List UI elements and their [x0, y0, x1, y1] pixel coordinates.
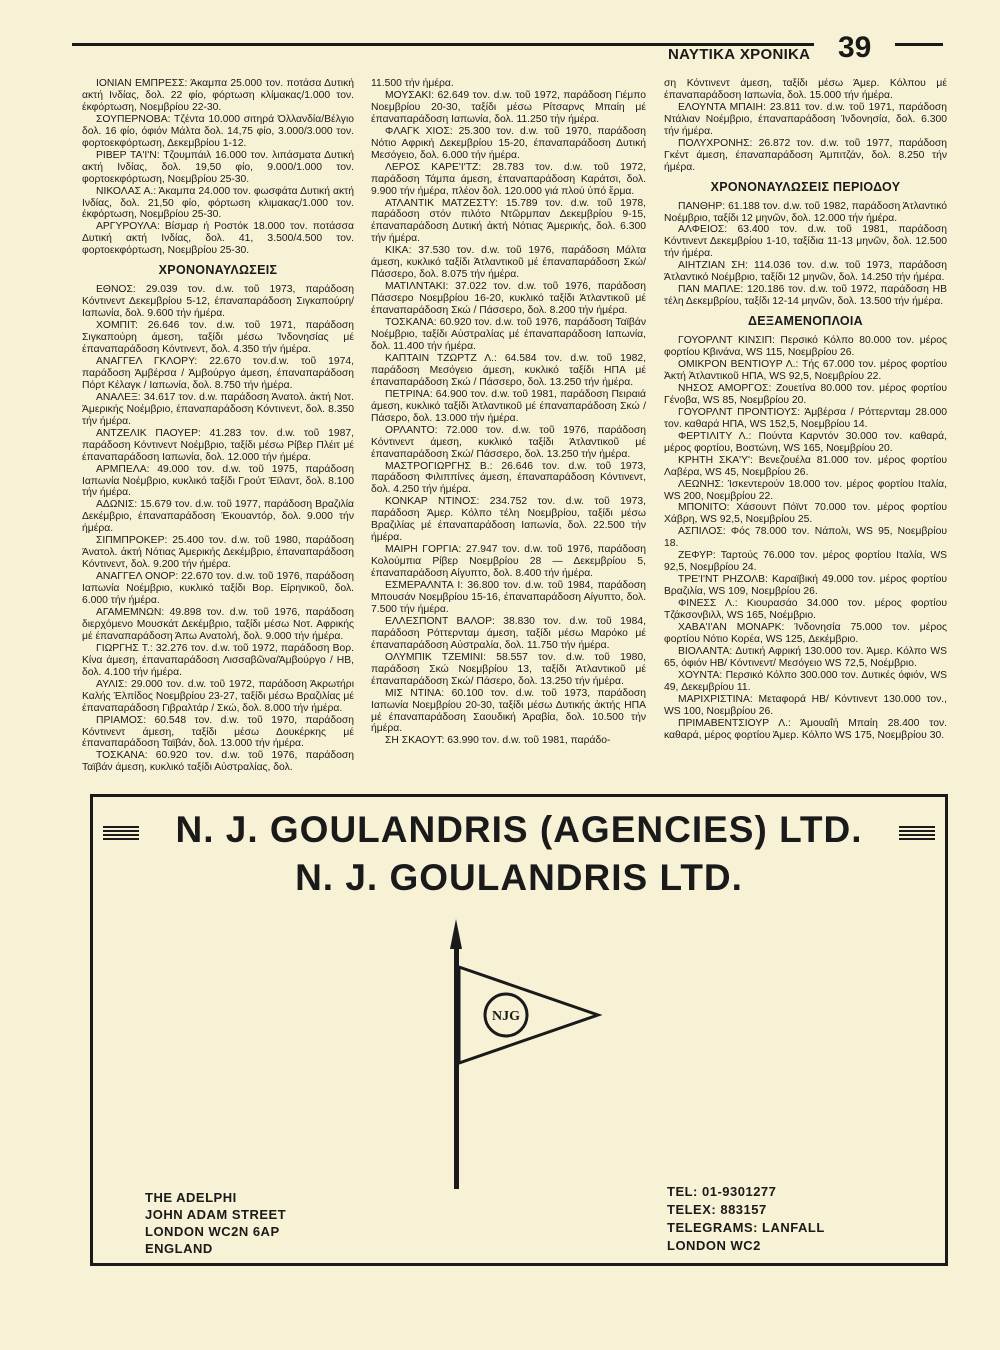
column-2	[371, 78, 646, 747]
charter-entry: ΦΛΑΓΚ ΧΙΟΣ: 25.300 τον. d.w. τοῦ 1970, παράδοση Νότιο Αφρική Δεκεμβρίου 15-20, έπαναπαράδοση Δυτική Μεσόγειο, δολ. 6.000 τήν ήμέρα.	[371, 125, 646, 161]
pennant-flag-logo	[438, 919, 608, 1194]
page-number: 39	[838, 31, 872, 64]
charter-entry: ΤΟΣΚΑΝΑ: 60.920 τον. d.w. τοῦ 1976, παράδοση Ταϊβάν άμεση, κυκλικό ταξίδι Αὐστραλίας, δολ.	[82, 750, 354, 774]
charter-entry: ΠΟΛΥΧΡΟΝΗΣ: 26.872 τον. d.w. τοῦ 1977, παράδοση Γκέντ άμεση, έπαναπαράδοση Άμπιτζάν, δολ. 8.250 τήν ήμέρα.	[664, 137, 947, 173]
charter-entry: ΕΛΛΕΣΠΟΝΤ ΒΑΛΟΡ: 38.830 τον. d.w. τοῦ 1984, παράδοση Ρόττερνταμ άμεση, ταξίδι μέσω Μαρόκο μέ έπαναπαράδοση Αὐστραλία, δολ. 11.750 τήν ήμέρα.	[371, 615, 646, 651]
charter-entry: ΑΝΑΓΓΕΛ ΟΝΟΡ: 22.670 τον. d.w. τοῦ 1976, παράδοση Ιαπωνία Νοέμβριο, κυκλικό ταξίδι Βορ. Είρηνικοῦ, δολ. 6.000 τήν ήμέρα.	[82, 571, 354, 607]
charter-entry: ΑΝΑΛΕΞ: 34.617 τον. d.w. παράδοση Άνατολ. ἀκτή Νοτ. Άμερικής Νοέμβριο, έπαναπαράδοση Κόντινεντ, δολ. 8.350 τήν ήμέρα.	[82, 391, 354, 427]
charter-entry: ΧΟΥΝΤΑ: Περσικό Κόλπο 300.000 τον. Δυτικές όφιόν, WS 49, Δεκεμβρίου 11.	[664, 669, 947, 693]
charter-entry: ΦΕΡΤΙΛΙΤΥ Λ.: Πούντα Καρντόν 30.000 τον. καθαρά, μέρος φορτίου, Βοστώνη, WS 165, Νοεμβρίου 20.	[664, 430, 947, 454]
charter-entry: ΜΑΡΙΧΡΙΣΤΙΝΑ: Μεταφορά ΗΒ/ Κόντινεντ 130.000 τον., WS 100, Νοεμβρίου 26.	[664, 693, 947, 717]
charter-entry: ΕΣΜΕΡΑΛΝΤΑ Ι: 36.800 τον. d.w. τοῦ 1984, παράδοση Μπουσάν Νοεμβρίου 15-16, έπαναπαράδοση Αίγυπτο, δολ. 7.500 τήν ήμέρα.	[371, 580, 646, 615]
company-name-agencies: N. J. GOULANDRIS (AGENCIES) LTD.	[175, 809, 863, 850]
charter-entry: ΧΟΜΠΙΤ: 26.646 τον. d.w. τοῦ 1971, παράδοση Σιγκαπούρη άμεση, ταξίδι μέσω Ίνδονησίας μέ έπαναπαράδοση Κόντινεντ, δολ. 4.350 τήν ήμέρα.	[82, 320, 354, 356]
charter-entry: ΖΕΦΥΡ: Ταρτούς 76.000 τον. μέρος φορτίου Ιταλία, WS 92,5, Νοεμβρίου 24.	[664, 550, 947, 574]
charter-entry: ΠΡΙΜΑΒΕΝΤΣΙΟΥΡ Λ.: Άμουαΐή Μπαίη 28.400 τον. καθαρά, μέρος φορτίου Άμερ. Κόλπο WS 175, Νοεμβρίου 30.	[664, 717, 947, 741]
column-1	[82, 78, 354, 774]
company-name-ltd: N. J. GOULANDRIS LTD.	[295, 857, 743, 898]
charter-entry: ΚΑΠΤΑΙΝ ΤΖΩΡΤΖ Λ.: 64.584 τον. d.w. τοῦ 1982, παράδοση Μεσόγειο άμεση, κυκλικό ταξίδι ΗΠΑ μέ έπαναπαράδοση Σκώ / Πάσσερο, δολ. 13.250 τήν ήμέρα.	[371, 352, 646, 388]
charter-entry: ΠΕΤΡΙΝΑ: 64.900 τον. d.w. τοῦ 1981, παράδοση Πειραιά άμεση, κυκλικό ταξίδι Ἀτλαντικοῦ μέ έπαναπαράδοση Σκώ / Πάσερο, δολ. 13.000 τήν ήμέρα.	[371, 388, 646, 424]
charter-entry: ΚΙΚΑ: 37.530 τον. d.w. τοῦ 1976, παράδοση Μάλτα άμεση, κυκλικό ταξίδι Ἀτλαντικοῦ μέ έπαναπαράδοση Σκώ/Πάσσερο, δολ. 8.075 τήν ήμέρα.	[371, 245, 646, 281]
tanker-list	[664, 335, 947, 741]
charter-entry: ΓΙΩΡΓΗΣ Τ.: 32.276 τον. d.w. τοῦ 1972, παράδοση Βορ. Κίνα άμεση, έπαναπαράδοση Λισσαβῶνα/Άμβούργο / ΗΒ, δολ. 4.100 τήν ήμέρα.	[82, 642, 354, 678]
charter-entry: ΠΑΝΘΗΡ: 61.188 τον. d.w. τοῦ 1982, παράδοση Άτλαντικό Νοέμβριο, ταξίδι 12 μηνῶν, δολ. 12.000 τήν ήμέρα.	[664, 200, 947, 224]
charter-entry: ΝΗΣΟΣ ΑΜΟΡΓΟΣ: Ζουετίνα 80.000 τον. μέρος φορτίου Γένοβα, WS 85, Νοεμβρίου 20.	[664, 382, 947, 406]
charter-entry: ΑΝΑΓΓΕΛ ΓΚΛΟΡΥ: 22.670 τον.d.w. τοῦ 1974, παράδοση Άμβέρσα / Άμβούργο άμεση, έπαναπαράδοση Πόρτ Κέλαγκ / Ιαπωνία, δολ. 8.750 τήν ήμέρα.	[82, 355, 354, 391]
address-line: JOHN ADAM STREET	[145, 1207, 287, 1222]
charter-entry: ΜΑΣΤΡΟΓΙΩΡΓΗΣ Β.: 26.646 τον. d.w. τοῦ 1973, παράδοση Φιλιππίνες άμεση, έπαναπαράδοση Κόντινεντ, δολ. 4.250 τήν ήμέρα.	[371, 460, 646, 496]
charter-entry: ΣΙΠΜΠΡΟΚΕΡ: 25.400 τον. d.w. τοῦ 1980, παράδοση Άνατολ. ἀκτή Νότιας Άμερικής Δεκέμβριο, έπαναπαράδοση Κόντινεντ, δολ. 9.200 τήν ήμέρα.	[82, 535, 354, 571]
charter-entry: ΝΙΚΟΛΑΣ Α.: Άκαμπα 24.000 τον. φωσφάτα Δυτική ακτή Ινδίας, δολ. 21,50 φίο, φόρτωση κλιμακας/1.000 τον. έκφόρτωση, Νοεμβρίου 25-30.	[82, 185, 354, 221]
charter-entry: ΛΕΡΟΣ ΚΑΡΕ'Ι'ΤΖ: 28.783 τον. d.w. τοῦ 1972, παράδοση Τάμπα άμεση, έπαναπαράδοση Καράτσι, δολ. 9.900 τήν ήμέρα, πλέον δολ. 120.000 γιά πλού ὑπό ἔρμα.	[371, 161, 646, 197]
pole-finial	[450, 919, 462, 949]
charter-entry: ΑΤΛΑΝΤΙΚ ΜΑΤΖΕΣΤΥ: 15.789 τον. d.w. τοῦ 1978, παράδοση στόν πιλότο Ντῶρμπαν Δεκεμβρίου 9-15, έπαναπαράδοση Δυτική ἀκτή Νότιας Άμερικής, δολ. 6.300 τήν ήμέρα.	[371, 197, 646, 245]
telegrams: TELEGRAMS: LANFALL	[667, 1220, 825, 1235]
address-line: THE ADELPHI	[145, 1190, 237, 1205]
continuation-text: 11.500 τήν ήμέρα.	[371, 78, 454, 89]
charter-entry: ΕΘΝΟΣ: 29.039 τον. d.w. τοῦ 1973, παράδοση Κόντινεντ Δεκεμβρίου 5-12, έπαναπαράδοση Σιγκαπούρη/Ιαπωνία, δολ. 9.600 τήν ήμέρα.	[82, 284, 354, 320]
charter-entry: ΑΙΗΤΖΙΑΝ ΣΗ: 114.036 τον. d.w. τοῦ 1973, παράδοση Άτλαντικό Νοέμβριο, ταξίδι 12 μηνῶν, δολ. 14.250 τήν ήμέρα.	[664, 260, 947, 284]
charter-entry: ΧΑΒΑ'Ι'ΑΝ ΜΟΝΑΡΚ: Ίνδονησία 75.000 τον. μέρος φορτίου Νότιο Κορέα, WS 125, Δεκέμβριο.	[664, 621, 947, 645]
continuation-text: ση Κόντινεντ άμεση, ταξίδι μέσω Άμερ. Κόλπου μέ έπαναπαράδοση Ιαπωνία, δολ. 15.000 τήν ήμέρα.	[664, 78, 947, 101]
charter-entry: ΑΡΓΥΡΟΥΛΑ: Βίσμαρ ή Ροστόκ 18.000 τον. ποτάσσα Δυτική ακτή Ινδίας, δολ. 41, 3.500/4.500 τον. φορτοεκφόρτωση, Νοεμβρίου 25-30.	[82, 221, 354, 257]
telephone: TEL: 01-9301277	[667, 1184, 777, 1199]
time-charters-heading: ΧΡΟΝΟΝΑΥΛΩΣΕΙΣ	[158, 263, 278, 278]
charter-entry: ΣΟΥΠΕΡΝΟΒΑ: Τζέντα 10.000 σιτηρά Όλλανδία/Βέλγιο δολ. 16 φίο, όφιόν Μάλτα δολ. 14,75 φίο, 3.000/3.000 τον. φορτοεκφόρτωση, Δεκεμβρίου 1-12.	[82, 113, 354, 149]
period-charters-heading: ΧΡΟΝΟΝΑΥΛΩΣΕΙΣ ΠΕΡΙΟΔΟΥ	[710, 179, 901, 194]
charter-entry: ΤΡΕ'Ι'ΝΤ ΡΗΖΟΛΒ: Καραϊβική 49.000 τον. μέρος φορτίου Βραζιλία, WS 109, Νοεμβρίου 26.	[664, 574, 947, 598]
tankers-heading: ΔΕΞΑΜΕΝΟΠΛΟΙΑ	[747, 314, 864, 329]
logo-monogram: NJG	[492, 1009, 520, 1024]
charter-entry: ΜΑΤΙΛΝΤΑΚΙ: 37.022 τον. d.w. τοῦ 1976, παράδοση Πάσσερο Νοεμβρίου 16-20, κυκλικό ταξίδι Άτλαντικοῦ μέ έπαναπαράδοση Σκώ / Πάσσερο, δολ. 8.200 τήν ήμέρα.	[371, 281, 646, 317]
period-charter-list	[664, 201, 947, 309]
charter-entry: ΑΥΛΙΣ: 29.000 τον. d.w. τοῦ 1972, παράδοση Άκρωτήρι Καλής Έλπίδος Νοεμβρίου 23-27, ταξίδι μέσω Βραζιλίας μέ έπαναπαράδοση Γιβραλτάρ / Σκώ, δολ. 8.000 τήν ήμέρα.	[82, 678, 354, 714]
charter-entry: ΚΟΝΚΑΡ ΝΤΙΝΟΣ: 234.752 τον. d.w. τοῦ 1973, παράδοση Άμερ. Κόλπο τέλη Νοεμβρίου, ταξίδι μέσω Βραζιλίας μέ έπαναπαράδοση Ιαπωνία, δολ. 22.500 τήν ήμέρα.	[371, 496, 646, 544]
telegrams-location: LONDON WC2	[667, 1238, 761, 1253]
charter-entry: ΠΑΝ ΜΑΠΛΕ: 120.186 τον. d.w. τοῦ 1972, παράδοση ΗΒ τέλη Δεκεμβρίου, ταξίδι 12-14 μηνῶν, δολ. 13.500 τήν ήμέρα.	[664, 284, 947, 308]
charter-entry: ΡΙΒΕΡ ΤΑ'Ι'Ν: Τζουμπάιλ 16.000 τον. λιπάσματα Δυτική ακτή Ινδίας, δολ. 19,50 φίο, 9.000/1.000 τον. φορτοεκφόρτωση, Νοεμβρίου 25-30.	[82, 149, 354, 185]
time-charter-list	[82, 284, 354, 774]
header-rule-right	[895, 43, 943, 46]
column-3	[664, 78, 947, 742]
charter-entry: ΟΡΛΑΝΤΟ: 72.000 τον. d.w. τοῦ 1976, παράδοση Κόντινεντ άμεση, κυκλικό ταξίδι Άτλαντικοῦ μέ έπαναπαράδοση Σκώ/ Πάσσερο, δολ. 13.250 τήν ήμέρα.	[371, 424, 646, 460]
time-charter-list-continued	[371, 90, 646, 747]
telex: TELEX: 883157	[667, 1202, 767, 1217]
charter-entry: ΑΛΦΕΙΟΣ: 63.400 τον. d.w. τοῦ 1981, παράδοση Κόντινεντ Δεκεμβρίου 1-10, ταξίδια 11-13 μηνῶν, δολ. 12.500 τήν ήμέρα.	[664, 224, 947, 260]
voyage-charter-list	[82, 78, 354, 257]
charter-entry: ΣΗ ΣΚΑΟΥΤ: 63.990 τον. d.w. τοῦ 1981, παράδο-	[385, 735, 611, 747]
charter-entry: ΚΡΗΤΗ ΣΚΑ'Υ': Βενεζουέλα 81.000 τον. μέρος φορτίου Λαβέρα, WS 45, Νοεμβρίου 26.	[664, 454, 947, 478]
charter-entry: ΕΛΟΥΝΤΑ ΜΠΑΙΗ: 23.811 τον. d.w. τοῦ 1971, παράδοση Ντάλιαν Νοέμβριο, έπαναπαράδοση Ίνδονησία, δολ. 6.300 τήν ήμέρα.	[664, 101, 947, 137]
charter-entry: ΠΡΙΑΜΟΣ: 60.548 τον. d.w. τοῦ 1970, παράδοση Κόντινεντ άμεση, ταξίδι μέσω Δουκέρκης μέ έπαναπαράδοση Ταϊβάν, δολ. 13.000 τήν ήμέρα.	[82, 714, 354, 750]
charter-entry: ΜΟΥΣΑΚΙ: 62.649 τον. d.w. τοῦ 1972, παράδοση Γιέμπο Νοεμβρίου 20-30, ταξίδι μέσω Ρίτσαρνς Μπαίη μέ έπαναπαράδοση Ιαπωνία, δολ. 11.250 τήν ήμέρα.	[371, 89, 646, 125]
address-block	[145, 1189, 286, 1257]
charter-entry: ΑΣΠΙΛΟΣ: Φός 78.000 τον. Νάπολι, WS 95, Νοεμβρίου 18.	[664, 526, 947, 550]
charter-entry: ΒΙΟΛΑΝΤΑ: Δυτική Αφρική 130.000 τον. Άμερ. Κόλπο WS 65, όφιόν ΗΒ/ Κόντινεντ/ Μεσόγειο WS 72,5, Νοέμβριο.	[664, 645, 947, 669]
charter-entry: ΟΛΥΜΠΙΚ ΤΖΕΜΙΝΙ: 58.557 τον. d.w. τοῦ 1980, παράδοση Σκώ Νοεμβρίου 13, ταξίδι Άτλαντικοῦ μέ έπαναπαράδοση Σκώ/ Πάσερο, δολ. 13.250 τήν ήμέρα.	[371, 651, 646, 687]
charter-entry: ΟΜΙΚΡΟΝ ΒΕΝΤΙΟΥΡ Λ.: Τής 67.000 τον. μέρος φορτίου Ἀκτή Ἀτλαντικοῦ ΗΠΑ, WS 92,5, Νοεμβρίου 22.	[664, 359, 947, 382]
charter-entry: ΤΟΣΚΑΝΑ: 60.920 τον. d.w. τοῦ 1976, παράδοση Ταϊβάν Νοέμβριο, ταξίδι Αὐστραλίας μέ έπαναπαράδοση Ιαπωνία, δολ. 11.400 τήν ήμέρα.	[371, 317, 646, 352]
charter-entry: ΑΝΤΖΕΛΙΚ ΠΑΟΥΕΡ: 41.283 τον. d.w. τοῦ 1987, παράδοση Κόντινεντ Νοέμβριο, ταξίδι μέσω Ρίβερ Πλέιτ μέ έπαναπαράδοση Ιαπωνία, δολ. 12.000 τήν ήμέρα.	[82, 427, 354, 463]
charter-entry: ΑΔΩΝΙΣ: 15.679 τον. d.w. τοῦ 1977, παράδοση Βραζιλία Δεκέμβριο, έπαναπαράδοση Έκουαντόρ, δολ. 9.000 τήν ήμέρα.	[82, 499, 354, 535]
charter-entry: ΑΡΜΠΕΛΑ: 49.000 τον. d.w. τοῦ 1975, παράδοση Ιαπωνία Νοέμβριο, κυκλικό ταξίδι Γρούτ Έϊλαντ, δολ. 8.100 τήν ήμέρα.	[82, 463, 354, 499]
charter-entry: ΜΠΟΝΙΤΟ: Χάσουντ Πόϊντ 70.000 τον. μέρος φορτίου Χάβρη, WS 92,5, Νοεμβρίου 25.	[664, 502, 947, 526]
time-charter-list-end	[664, 102, 947, 174]
charter-entry: ΙΟΝΙΑΝ ΕΜΠΡΕΣΣ: Άκαμπα 25.000 τον. ποτάσα Δυτική ακτή Ινδίας, δολ. 22 φίο, φόρτωση κλίμακας/1.000 τον. έκφόρτωση, Νοεμβρίου 22-30.	[82, 78, 354, 113]
charter-entry: ΛΕΩΝΗΣ: Ίσκεντερούν 18.000 τον. μέρος φορτίου Ιταλία, WS 200, Νοεμβρίου 22.	[664, 478, 947, 502]
magazine-title: ΝΑΥΤΙΚΑ ΧΡΟΝΙΚΑ	[668, 46, 811, 63]
charter-entry: ΜΙΣ ΝΤΙΝΑ: 60.100 τον. d.w. τοῦ 1973, παράδοση Ιαπωνία Νοεμβρίου 20-30, ταξίδι μέσω Δυτικής ἀκτής ΗΠΑ μέ έπαναπαράδοση Σαουδική Άραβία, δολ. 10.500 τήν ήμέρα.	[371, 687, 646, 735]
charter-entry: ΜΑΙΡΗ ΓΟΡΓΙΑ: 27.947 τον. d.w. τοῦ 1976, παράδοση Κολούμπια Ρίβερ Νοεμβρίου 28 — Δεκεμβρίου 5, έπαναπαράδοση Αίγυπτο, δολ. 8.400 τήν ήμέρα.	[371, 544, 646, 580]
goulandris-advertisement	[90, 794, 948, 1266]
charter-entry: ΑΓΑΜΕΜΝΩΝ: 49.898 τον. d.w. τοῦ 1976, παράδοση διερχόμενο Μουσκάτ Δεκέμβριο, ταξίδι μέσω Νοτ. Αφρικής μέ έπαναπαράδοση Άπω Ανατολή, δολ. 9.000 τήν ήμέρα.	[82, 606, 354, 642]
charter-entry: ΦΙΝΕΣΣ Λ.: Κιουρασάο 34.000 τον. μέρος φορτίου Τζάκσονβιλλ, WS 165, Νοέμβριο.	[664, 598, 947, 622]
address-line: LONDON WC2N 6AP	[145, 1224, 280, 1239]
charter-entry: ΓΟΥΟΡΛΝΤ ΚΙΝΣΙΠ: Περσικό Κόλπο 80.000 τον. μέρος φορτίου Κβινάνα, WS 115, Νοεμβρίου 26.	[664, 335, 947, 359]
address-line: ENGLAND	[145, 1241, 213, 1256]
charter-entry: ΓΟΥΟΡΛΝΤ ΠΡΟΝΤΙΟΥΣ: Άμβέρσα / Ρόττερνταμ 28.000 τον. καθαρά ΗΠΑ, WS 152,5, Νοεμβρίου 14.	[664, 406, 947, 430]
contact-block	[667, 1183, 825, 1255]
